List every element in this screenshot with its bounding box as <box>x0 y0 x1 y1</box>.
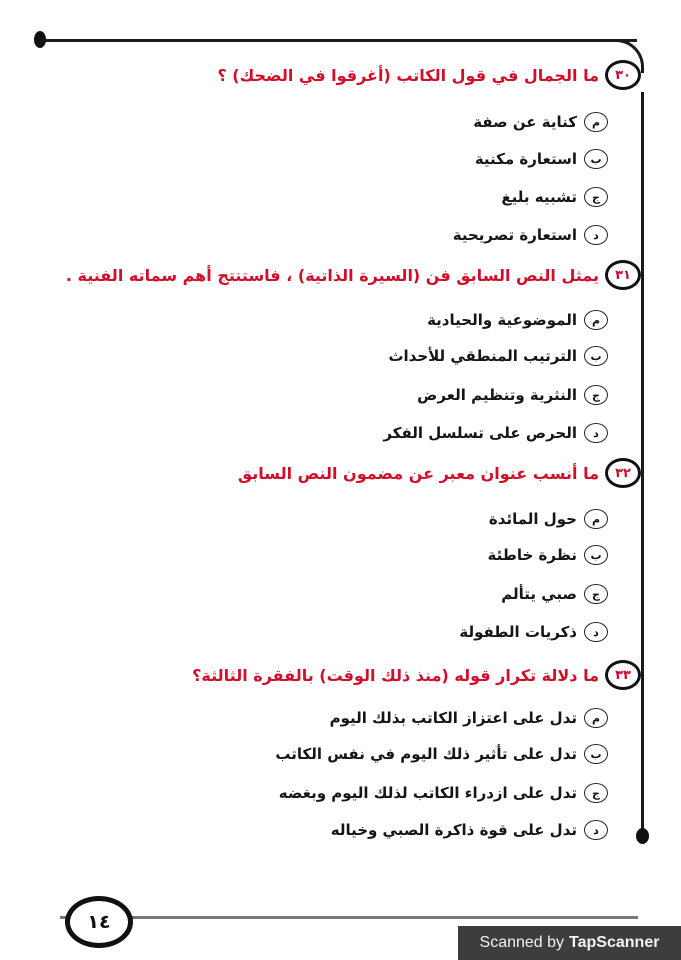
watermark-prefix: Scanned by <box>479 934 565 951</box>
option-text: الترتيب المنطقي للأحداث <box>388 347 577 365</box>
frame-top-line <box>40 39 637 42</box>
scanner-watermark <box>458 926 681 960</box>
option-letter-badge: ج <box>584 584 608 604</box>
option-letter-badge: د <box>584 225 608 245</box>
option-item[interactable] <box>388 346 608 366</box>
option-letter-badge: ج <box>584 783 608 803</box>
option-item[interactable] <box>501 584 608 604</box>
watermark-brand: TapScanner <box>569 934 660 951</box>
option-item[interactable] <box>489 509 608 529</box>
option-letter-badge: د <box>584 820 608 840</box>
option-text: تشبيه بليغ <box>501 188 577 206</box>
option-letter-badge: م <box>584 708 608 728</box>
option-item[interactable] <box>473 112 608 132</box>
frame-right-line <box>641 92 644 836</box>
option-item[interactable] <box>417 385 608 405</box>
option-item[interactable] <box>488 545 608 565</box>
question-number-badge: ٣٢ <box>605 458 641 488</box>
option-letter-badge: ج <box>584 187 608 207</box>
option-text: ذكريات الطفولة <box>459 623 577 641</box>
question-header <box>238 458 641 488</box>
option-item[interactable] <box>475 149 608 169</box>
option-text: تدل على اعتزاز الكاتب بذلك اليوم <box>329 709 577 727</box>
option-item[interactable] <box>330 708 608 728</box>
option-item[interactable] <box>331 820 608 840</box>
question-number-badge: ٣١ <box>605 260 641 290</box>
question-text: ما أنسب عنوان معبر عن مضمون النص السابق <box>237 463 599 483</box>
option-text: النثرية وتنظيم العرض <box>417 386 577 404</box>
option-item[interactable] <box>279 783 608 803</box>
option-text: استعارة مكنية <box>474 150 577 168</box>
option-text: الحرص على تسلسل الفكر <box>383 424 577 442</box>
page-number: ١٤ <box>65 896 133 948</box>
option-text: صبي يتألم <box>501 585 577 603</box>
question-number-badge: ٣٠ <box>605 60 641 90</box>
option-item[interactable] <box>427 310 608 330</box>
option-item[interactable] <box>459 622 608 642</box>
option-letter-badge: ب <box>584 149 608 169</box>
option-item[interactable] <box>275 744 608 764</box>
option-letter-badge: ج <box>584 385 608 405</box>
option-letter-badge: د <box>584 423 608 443</box>
footer-line <box>60 916 638 919</box>
question-number-badge: ٣٣ <box>605 660 641 690</box>
question-text: ما الجمال في قول الكاتب (أغرقوا في الضحك) ؟ <box>217 65 599 85</box>
option-letter-badge: ب <box>584 545 608 565</box>
option-text: تدل على تأثير ذلك اليوم في نفس الكاتب <box>275 745 577 763</box>
option-letter-badge: م <box>584 509 608 529</box>
option-text: استعارة تصريحية <box>452 226 577 244</box>
option-text: تدل على ازدراء الكاتب لذلك اليوم وبغضه <box>278 784 577 802</box>
option-letter-badge: د <box>584 622 608 642</box>
question-text: ما دلالة تكرار قوله (منذ ذلك الوقت) بالفقرة الثالثة؟ <box>192 665 599 685</box>
question-header <box>66 260 641 290</box>
option-item[interactable] <box>383 423 608 443</box>
question-header <box>192 660 641 690</box>
option-letter-badge: م <box>584 310 608 330</box>
option-letter-badge: م <box>584 112 608 132</box>
option-text: تدل على قوة ذاكرة الصبي وخياله <box>330 821 577 839</box>
option-text: الموضوعية والحيادية <box>427 311 577 329</box>
option-item[interactable] <box>501 187 608 207</box>
question-header <box>217 60 641 90</box>
option-text: حول المائدة <box>488 510 577 528</box>
frame-end-dot <box>636 828 649 844</box>
option-letter-badge: ب <box>584 744 608 764</box>
option-text: كناية عن صفة <box>473 113 577 131</box>
question-text: يمثل النص السابق فن (السيرة الذاتية) ، فاستنتج أهم سماته الفنية . <box>65 265 599 285</box>
option-item[interactable] <box>453 225 608 245</box>
option-text: نظرة خاطئة <box>487 546 577 564</box>
option-letter-badge: ب <box>584 346 608 366</box>
